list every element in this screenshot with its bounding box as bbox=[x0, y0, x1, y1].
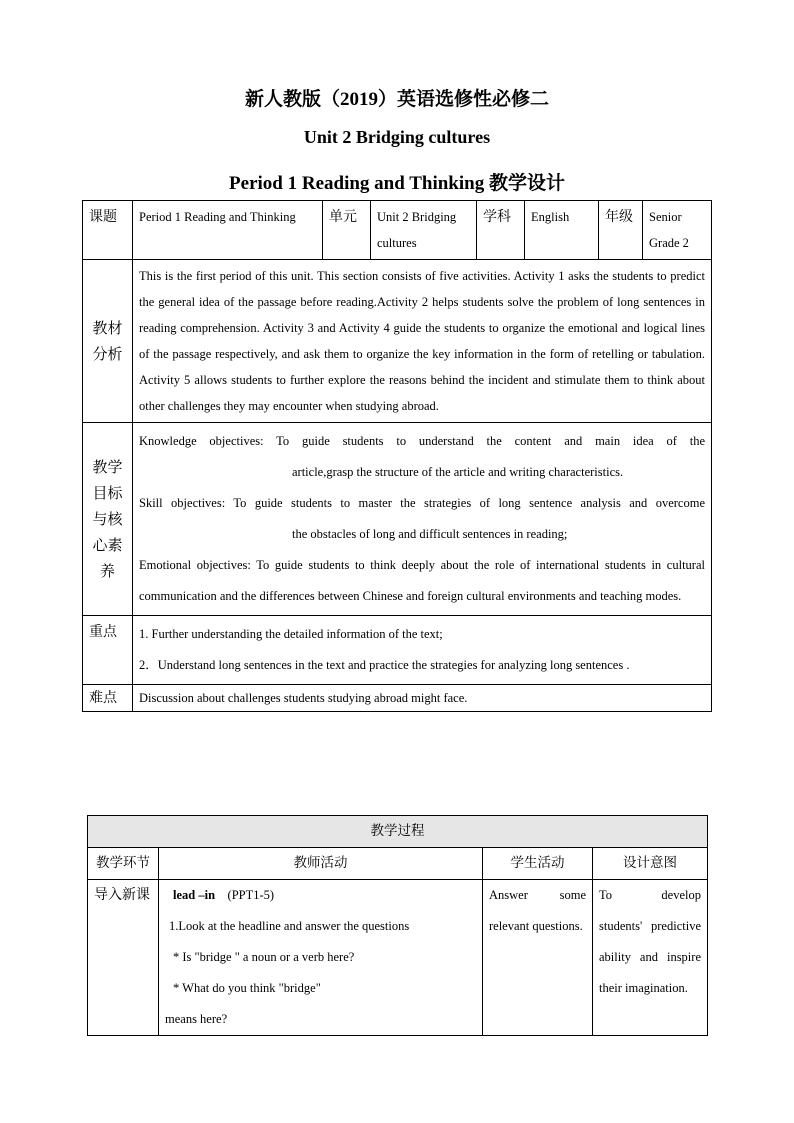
course-row bbox=[83, 201, 712, 260]
design-intent: To develop students' predictive ability and inspire their imagination. bbox=[593, 880, 708, 1036]
course-label: 课题 bbox=[83, 201, 133, 260]
difficulty-text: Discussion about challenges students studying abroad might face. bbox=[133, 685, 712, 712]
process-header-row bbox=[88, 848, 708, 880]
teacher-question-1: * Is "bridge " a noun or a verb here? bbox=[173, 950, 355, 964]
header-teacher: 教师活动 bbox=[159, 848, 483, 880]
subject-value: English bbox=[525, 201, 599, 260]
key-point-1: 1. Further understanding the detailed information of the text; bbox=[139, 627, 443, 641]
document-title: 新人教版（2019）英语选修性必修二 bbox=[244, 89, 549, 110]
unit-label: 单元 bbox=[323, 201, 371, 260]
student-activity: Answer some relevant questions. bbox=[483, 880, 593, 1036]
analysis-text: This is the first period of this unit. This section consists of five activities. Activity 1 asks the students to predict the general idea of the passage before reading.Activity 2 helps students solve the problem of long sentences in reading comprehension. Activity 3 and Activity 4 guide the students to organize the emotional and logical lines of the passage respectively, and ask them to organize the key information in the form of retelling or tabulation. Activity 5 allows students to further explore the reasons behind the incident and stimulate them to think about other challenges they may encounter when studying abroad. bbox=[133, 260, 712, 423]
process-caption: 教学过程 bbox=[88, 816, 708, 848]
teacher-question-2-cont: means here? bbox=[165, 1012, 228, 1026]
grade-value: Senior Grade 2 bbox=[643, 201, 712, 260]
analysis-label: 教材分析 bbox=[83, 260, 133, 423]
difficulty-label: 难点 bbox=[83, 685, 133, 712]
teacher-question-2: * What do you think "bridge" bbox=[173, 981, 321, 995]
objectives-label: 教学目标与核心素养 bbox=[83, 423, 133, 616]
analysis-row bbox=[83, 260, 712, 423]
skill-objective-line2: the obstacles of long and difficult sentences in reading; bbox=[292, 527, 568, 541]
stage-cell: 导入新课 bbox=[88, 880, 159, 1036]
subject-label: 学科 bbox=[477, 201, 525, 260]
emotional-objective: Emotional objectives: To guide students to think deeply about the role of international students in cultural communication and the differences between Chinese and foreign cultural environments and teaching modes. bbox=[139, 558, 705, 603]
difficulty-row bbox=[83, 685, 712, 712]
knowledge-objective-line1: Knowledge objectives: To guide students to understand the content and main idea of the bbox=[139, 434, 705, 448]
header-student: 学生活动 bbox=[483, 848, 593, 880]
header-stage: 教学环节 bbox=[88, 848, 159, 880]
unit-value: Unit 2 Bridging cultures bbox=[371, 201, 477, 260]
grade-label: 年级 bbox=[599, 201, 643, 260]
knowledge-objective-line2: article,grasp the structure of the article and writing characteristics. bbox=[292, 465, 624, 479]
teacher-step-1: 1.Look at the headline and answer the questions bbox=[169, 919, 410, 933]
lesson-info-table bbox=[82, 200, 712, 712]
header-intent: 设计意图 bbox=[593, 848, 708, 880]
teaching-process-table bbox=[87, 815, 708, 1036]
course-value: Period 1 Reading and Thinking bbox=[133, 201, 323, 260]
period-title: Period 1 Reading and Thinking 教学设计 bbox=[229, 173, 565, 194]
skill-objective-line1: Skill objectives: To guide students to master the strategies of long sentence analysis and overcome bbox=[139, 496, 705, 510]
lead-in-ref: (PPT1-5) bbox=[227, 888, 275, 902]
lead-in-title: lead –in bbox=[173, 888, 216, 902]
unit-title: Unit 2 Bridging cultures bbox=[303, 127, 491, 147]
objectives-row bbox=[83, 423, 712, 616]
key-points-label: 重点 bbox=[83, 616, 133, 685]
key-points-row bbox=[83, 616, 712, 685]
process-row bbox=[88, 880, 708, 1036]
key-point-2: 2．Understand long sentences in the text and practice the strategies for analyzing long sentences . bbox=[139, 658, 630, 672]
